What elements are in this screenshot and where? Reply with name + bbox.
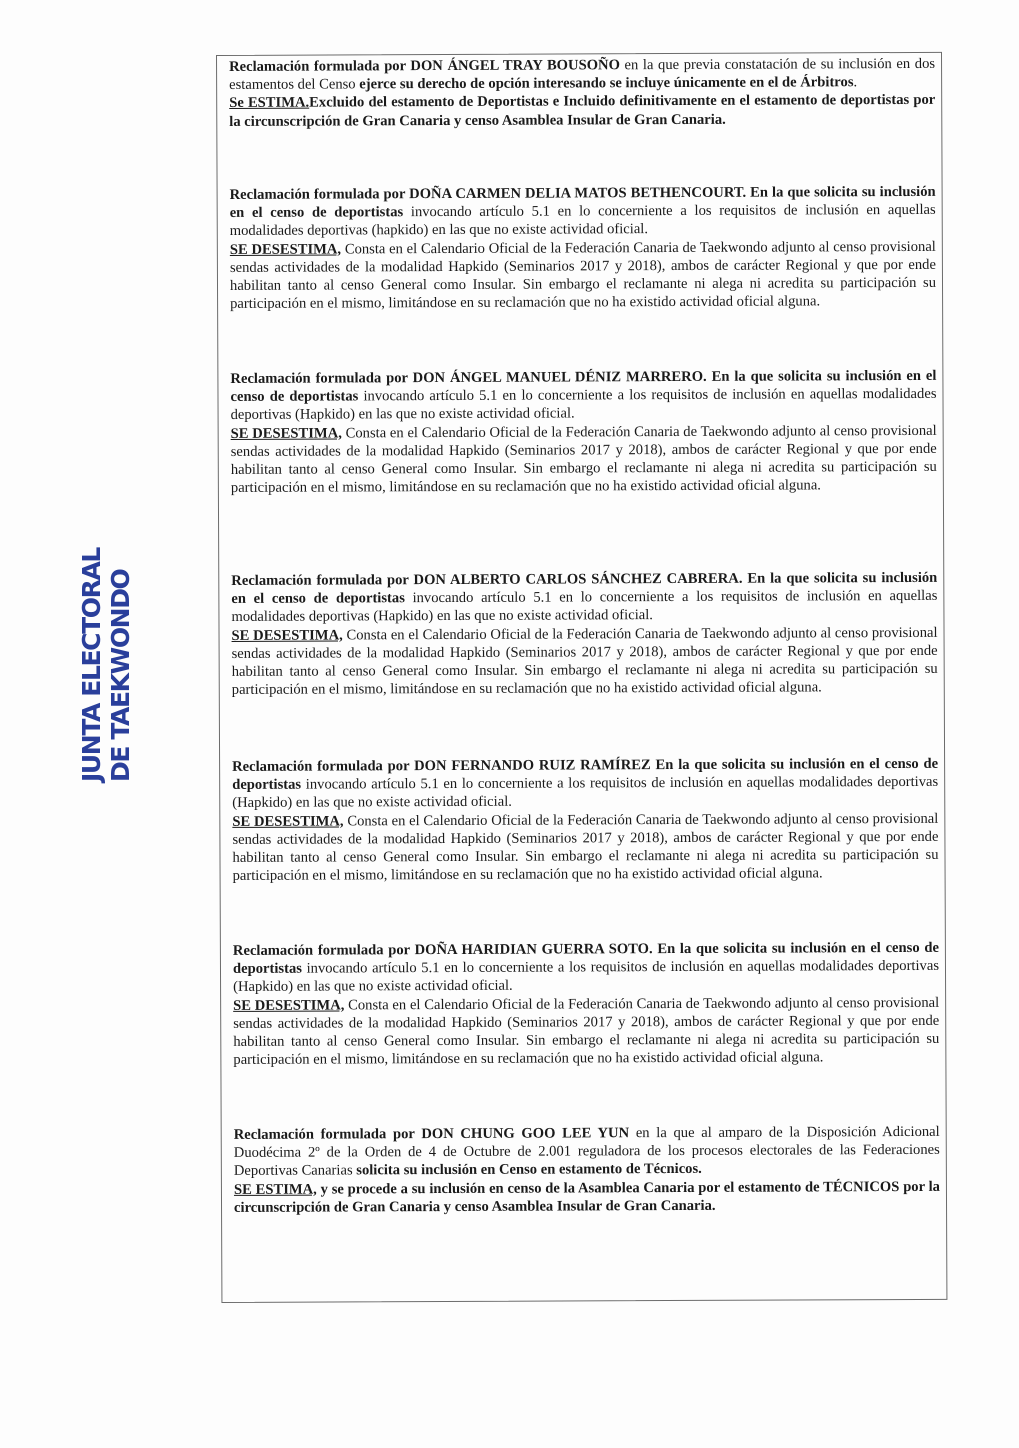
claim-paragraph (230, 367, 936, 425)
claim-paragraph (230, 183, 936, 241)
decision-paragraph (231, 421, 937, 497)
stamp-text (77, 548, 149, 782)
stamp-line-2: DE TAEKWONDO (106, 569, 135, 782)
claim-text: invocando artículo 5.1 en lo concerniente a los requisitos de inclusión en aquellas modalidades deportivas (Hapkido) en las que no existe actividad oficial. (230, 386, 937, 424)
resolution-entry (229, 55, 935, 131)
decision-verdict: SE DESESTIMA, (229, 241, 342, 258)
resolution-entry (230, 183, 937, 314)
decision-verdict: Se ESTIMA. (229, 95, 310, 112)
decision-text: Consta en el Calendario Oficial de la Federación Canaria de Taekwondo adjunto al censo provisional sendas actividades de la modalidad Hapkido (Seminarios 2017 y 2018), ambos de carácter Regional y que por ende habilitan tanto al censo General como Insular. Sin embargo el reclamante ni alega ni acredita su participación su participación en el mismo, limitándose en su reclamación que no ha existido actividad oficial alguna. (232, 810, 939, 885)
decision-verdict: SE DESESTIMA, (231, 627, 343, 644)
claim-paragraph (232, 755, 938, 813)
claim-text: invocando artículo 5.1 en lo concerniente a los requisitos de inclusión en aquellas modalidades deportivas (Hapkido) en las que no existe actividad oficial. (231, 588, 938, 626)
decision-text: Consta en el Calendario Oficial de la Federación Canaria de Taekwondo adjunto al censo provisional sendas actividades de la modalidad Hapkido (Seminarios 2017 y 2018), ambos de carácter Regional y que por ende habilitan tanto al censo General como Insular. Sin embargo el reclamante ni alega ni acredita su participación su participación en el mismo, limitándose en su reclamación que no ha existido actividad oficial alguna. (229, 238, 937, 313)
resolution-entry (231, 569, 938, 700)
decision-verdict: SE DESESTIMA, (233, 997, 345, 1014)
claimant-heading: Reclamación formulada por DON ÁNGEL MANUEL DÉNIZ MARRERO. En la que solicita su inclusión en el censo de deportistas (230, 367, 937, 406)
document-frame (216, 52, 947, 1303)
claimant-heading: Reclamación formulada por DON FERNANDO RUIZ RAMÍREZ En la que solicita su inclusión en el censo de deportistas (232, 755, 939, 794)
claim-paragraph (234, 1123, 940, 1181)
claimant-heading: Reclamación formulada por DOÑA HARIDIAN GUERRA SOTO. En la que solicita su inclusión en el censo de deportistas (232, 939, 939, 978)
decision-paragraph (231, 623, 937, 699)
stamp-line-1: JUNTA ELECTORAL (77, 548, 106, 782)
resolution-entry (232, 755, 939, 886)
claim-request: solicita su inclusión en Censo en estamento de Técnicos. (356, 1161, 702, 1179)
claim-text: invocando artículo 5.1 en lo concerniente a los requisitos de inclusión en aquellas modalidades deportivas (Hapkido) en las que no existe actividad oficial. (232, 774, 939, 812)
decision-paragraph (232, 809, 938, 885)
claim-text: en la que al amparo de la Disposición Adicional Duodécima 2º de la Orden de 4 de Octubre de 2.001 reguladora de los procesos electorales de las Federaciones Deportivas Canarias (233, 1123, 940, 1180)
decision-text: Excluido del estamento de Deportistas e Incluido definitivamente en el estamento de deportistas por la circunscripción de Gran Canaria y censo Asamblea Insular de Gran Canaria. (229, 92, 936, 130)
decision-text: Consta en el Calendario Oficial de la Federación Canaria de Taekwondo adjunto al censo provisional sendas actividades de la modalidad Hapkido (Seminarios 2017 y 2018), ambos de carácter Regional y que por ende habilitan tanto al censo General como Insular. Sin embargo el reclamante ni alega ni acredita su participación su participación en el mismo, limitándose en su reclamación que no ha existido actividad oficial alguna. (231, 624, 938, 699)
decision-paragraph (233, 993, 939, 1069)
decision-paragraph (230, 237, 936, 313)
claim-end: . (853, 74, 858, 91)
claimant-heading: Reclamación formulada por DON CHUNG GOO LEE YUN (233, 1125, 630, 1143)
decision-text: Consta en el Calendario Oficial de la Federación Canaria de Taekwondo adjunto al censo provisional sendas actividades de la modalidad Hapkido (Seminarios 2017 y 2018), ambos de carácter Regional y que por ende habilitan tanto al censo General como Insular. Sin embargo el reclamante ni alega ni acredita su participación su participación en el mismo, limitándose en su reclamación que no ha existido actividad oficial alguna. (230, 422, 937, 497)
claim-paragraph (233, 939, 939, 997)
claim-text: invocando artículo 5.1 en lo concerniente a los requisitos de inclusión en aquellas modalidades deportivas (hapkido) en las que no existe actividad oficial. (229, 202, 936, 240)
resolutions-body (229, 55, 940, 1216)
decision-paragraph (234, 1177, 940, 1216)
resolution-entry (234, 1123, 940, 1217)
decision-verdict: SE DESESTIMA, (230, 425, 342, 442)
claim-paragraph (229, 55, 935, 94)
resolution-entry (230, 367, 937, 498)
decision-paragraph (229, 91, 935, 130)
claim-text: invocando artículo 5.1 en lo concerniente a los requisitos de inclusión en aquellas modalidades deportivas (Hapkido) en las que no existe actividad oficial. (233, 958, 940, 996)
decision-text: Consta en el Calendario Oficial de la Federación Canaria de Taekwondo adjunto al censo provisional sendas actividades de la modalidad Hapkido (Seminarios 2017 y 2018), ambos de carácter Regional y que por ende habilitan tanto al censo General como Insular. Sin embargo el reclamante ni alega ni acredita su participación su participación en el mismo, limitándose en su reclamación que no ha existido actividad oficial alguna. (233, 994, 940, 1069)
decision-verdict: SE ESTIMA, (233, 1181, 317, 1198)
claimant-heading: Reclamación formulada por DON ÁNGEL TRAY BOUSOÑO (229, 57, 620, 75)
junta-electoral-stamp (77, 548, 149, 782)
claimant-heading: Reclamación formulada por DOÑA CARMEN DELIA MATOS BETHENCOURT. En la que solicita su inclusión en el censo de deportistas (229, 183, 936, 222)
decision-text: y se procede a su inclusión en censo de la Asamblea Canaria por el estamento de TÉCNICOS por la circunscripción de Gran Canaria y censo Asamblea Insular de Gran Canaria. (233, 1178, 940, 1216)
decision-verdict: SE DESESTIMA, (232, 813, 344, 830)
claim-paragraph (231, 569, 937, 627)
claim-request: ejerce su derecho de opción interesando se incluye únicamente en el de Árbitros (359, 74, 854, 93)
claimant-heading: Reclamación formulada por DON ALBERTO CARLOS SÁNCHEZ CABRERA. En la que solicita su inclusión en el censo de deportistas (231, 569, 938, 608)
resolution-entry (233, 939, 940, 1070)
claim-text: en la que previa constatación de su inclusión en dos estamentos del Censo (229, 55, 936, 94)
